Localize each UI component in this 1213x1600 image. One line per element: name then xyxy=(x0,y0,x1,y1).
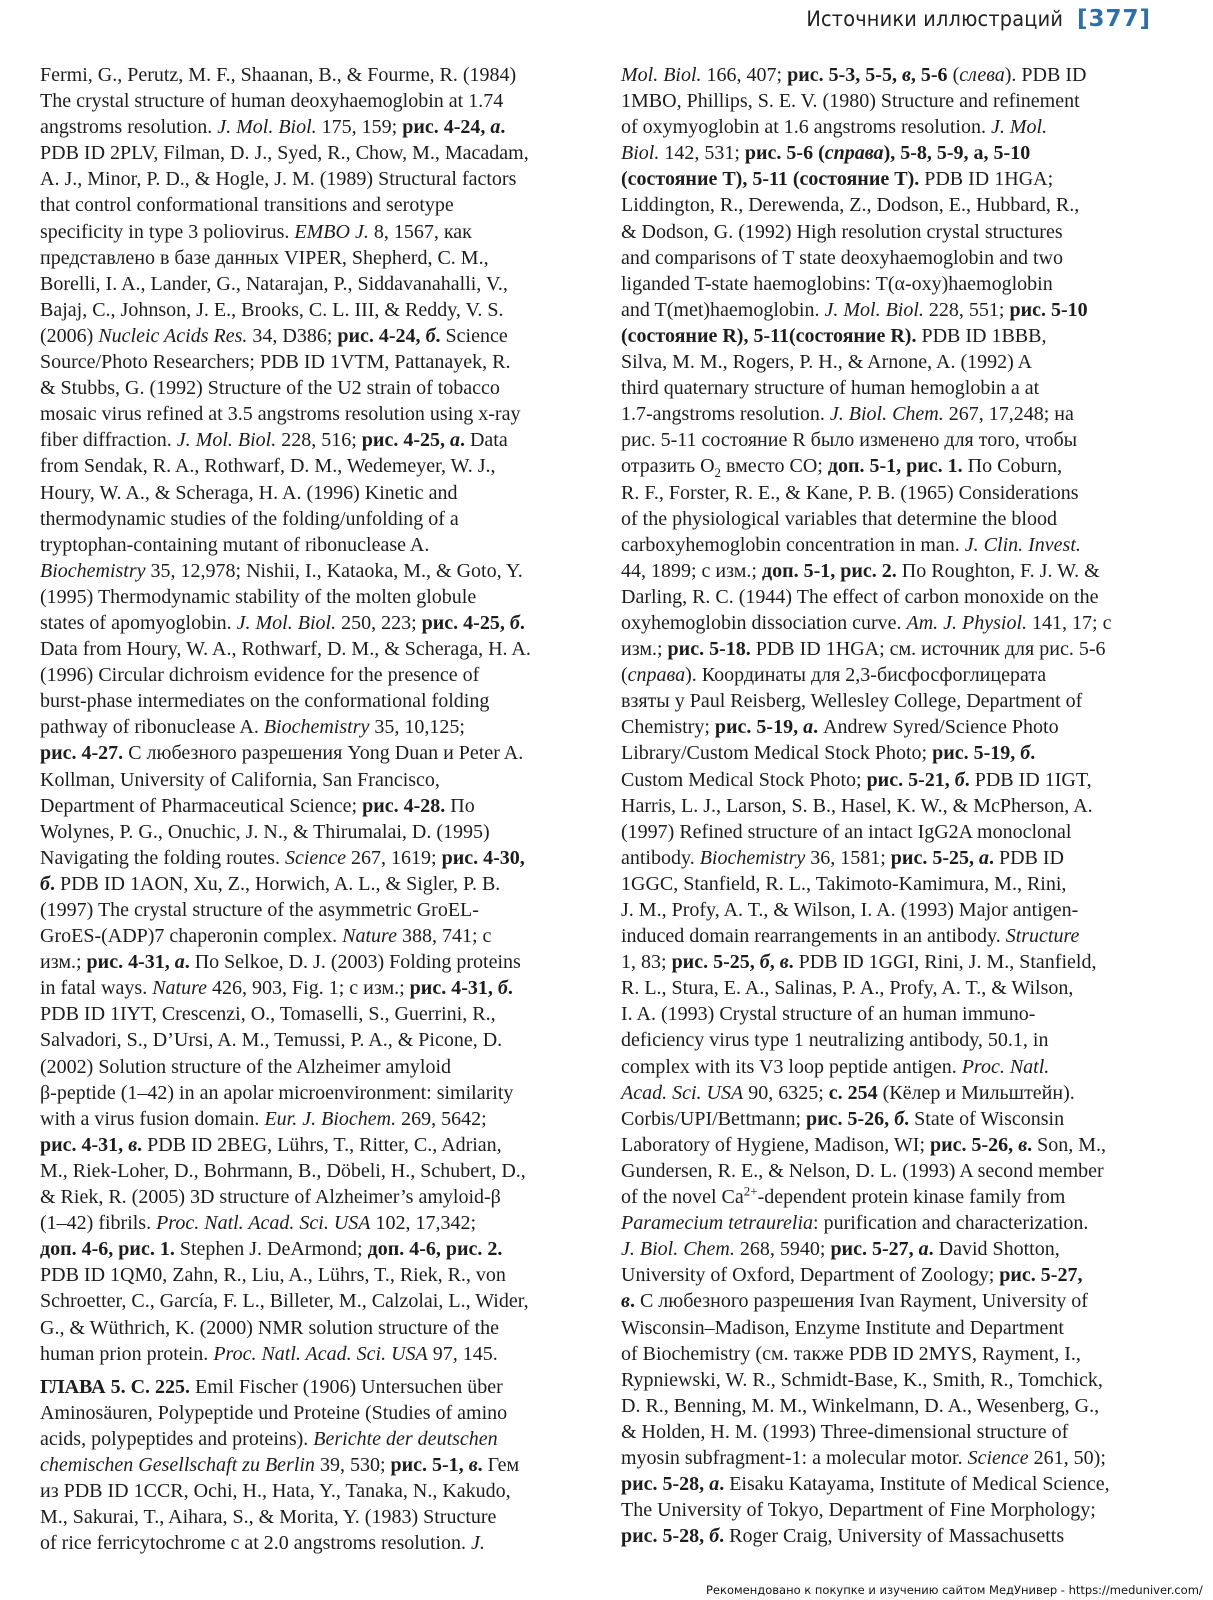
text-line: tryptophan-containing mutant of ribonuclease A. xyxy=(40,533,430,556)
text-line: M., Sakurai, T., Aihara, S., & Morita, Y. (1983) Structure xyxy=(40,1506,497,1529)
text-line: R. L., Stura, E. A., Salinas, P. A., Profy, A. T., & Wilson, xyxy=(621,977,1074,1000)
text-line: (2002) Solution structure of the Alzheimer amyloid xyxy=(40,1055,452,1078)
text-line: R. F., Forster, R. E., & Kane, P. B. (1965) Considerations xyxy=(621,481,1079,504)
text-line: University of Oxford, Department of Zoology; рис. 5-27, xyxy=(621,1264,1083,1287)
text-line: 1.7-angstroms resolution. J. Biol. Chem. 267, 17,248; на xyxy=(621,403,1074,426)
text-line: Department of Pharmaceutical Science; рис. 4-28. По xyxy=(40,794,475,817)
text-line: рис. 4-31, в. PDB ID 2BEG, Lührs, T., Ritter, C., Adrian, xyxy=(40,1133,502,1156)
text-line: of the physiological variables that determine the blood xyxy=(621,507,1057,530)
text-line: pathway of ribonuclease A. Biochemistry 35, 10,125; xyxy=(40,716,465,739)
text-line: Paramecium tetraurelia: purification and characterization. xyxy=(621,1212,1089,1235)
text-line: I. A. (1993) Crystal structure of an human immuno- xyxy=(621,1003,1036,1026)
text-line: complex with its V3 loop peptide antigen. Proc. Natl. xyxy=(621,1055,1050,1078)
text-line: states of apomyoglobin. J. Mol. Biol. 250, 223; рис. 4-25, б. xyxy=(40,611,525,634)
text-line: из PDB ID 1CCR, Ochi, H., Hata, Y., Tanaka, N., Kakudo, xyxy=(40,1480,511,1503)
text-line: from Sendak, R. A., Rothwarf, D. M., Wedemeyer, W. J., xyxy=(40,455,496,478)
text-line: GroES-(ADP)7 chaperonin complex. Nature 388, 741; с xyxy=(40,925,492,948)
text-line: chemischen Gesellschaft zu Berlin 39, 530; рис. 5-1, в. Гем xyxy=(40,1453,520,1476)
text-line: burst-phase intermediates on the conformational folding xyxy=(40,690,490,713)
text-line: of rice ferricytochrome c at 2.0 angstroms resolution. J. xyxy=(40,1532,485,1555)
text-line: liganded T-state haemoglobins: T(α-oxy)haemoglobin xyxy=(621,272,1053,295)
text-line: Fermi, G., Perutz, M. F., Shaanan, B., & Fourme, R. (1984) xyxy=(40,64,517,86)
text-line: of Biochemistry (см. также PDB ID 2MYS, Rayment, I., xyxy=(621,1342,1081,1365)
text-line: PDB ID 2PLV, Filman, D. J., Syed, R., Chow, M., Macadam, xyxy=(40,142,529,165)
text-line: (1997) The crystal structure of the asymmetric GroEL- xyxy=(40,899,479,921)
text-line: antibody. Biochemistry 36, 1581; рис. 5-25, а. PDB ID xyxy=(621,846,1064,869)
text-line: J. M., Profy, A. T., & Wilson, I. A. (1993) Major antigen- xyxy=(621,899,1079,921)
text-line: 1, 83; рис. 5-25, б, в. PDB ID 1GGI, Rini, J. M., Stanfield, xyxy=(621,951,1097,974)
text-line: G., & Wüthrich, K. (2000) NMR solution structure of the xyxy=(40,1316,500,1339)
text-line: рис. 5-28, б. Roger Craig, University of Massachusetts xyxy=(621,1525,1065,1548)
text-line: Data from Houry, W. A., Rothwarf, D. M., & Scheraga, H. A. xyxy=(40,638,531,661)
text-line: D. R., Benning, M. M., Winkelmann, D. A., Wesenberg, G., xyxy=(621,1394,1100,1417)
text-line: human prion protein. Proc. Natl. Acad. Sci. USA 97, 145. xyxy=(40,1342,498,1365)
text-line: Bajaj, C., Johnson, J. E., Brooks, C. L. III, & Reddy, V. S. xyxy=(40,298,504,321)
text-line: Borelli, I. A., Lander, G., Natarajan, P., Siddavanahalli, V., xyxy=(40,272,508,295)
text-line: рис. 4-27. С любезного разрешения Yong Duan и Peter A. xyxy=(40,742,524,765)
text-line: thermodynamic studies of the folding/unfolding of a xyxy=(40,507,459,530)
section-title: Источники иллюстраций xyxy=(806,7,1063,31)
text-line: of oxymyoglobin at 1.6 angstroms resolution. J. Mol. xyxy=(621,116,1048,139)
text-line: PDB ID 1IYT, Crescenzi, O., Tomaselli, S., Guerrini, R., xyxy=(40,1003,496,1026)
text-line: Custom Medical Stock Photo; рис. 5-21, б. PDB ID 1IGT, xyxy=(621,768,1092,791)
text-line: в. С любезного разрешения Ivan Rayment, University of xyxy=(621,1290,1088,1313)
text-line: Kollman, University of California, San Francisco, xyxy=(40,768,440,791)
text-line: Corbis/UPI/Bettmann; рис. 5-26, б. State of Wisconsin xyxy=(621,1107,1065,1130)
text-line: & Dodson, G. (1992) High resolution crystal structures xyxy=(621,220,1063,243)
text-line: Darling, R. C. (1944) The effect of carbon monoxide on the xyxy=(621,585,1099,608)
text-line: PDB ID 1QM0, Zahn, R., Liu, A., Lührs, T., Riek, R., von xyxy=(40,1264,506,1287)
text-line: ГЛАВА 5. С. 225. Emil Fischer (1906) Untersuchen über xyxy=(40,1375,503,1398)
text-line: specificity in type 3 poliovirus. EMBO J. 8, 1567, как xyxy=(40,220,472,243)
text-line: Harris, L. J., Larson, S. B., Hasel, K. W., & McPherson, A. xyxy=(621,794,1093,817)
text-line: The University of Tokyo, Department of Fine Morphology; xyxy=(621,1499,1096,1522)
text-line: Schroetter, C., García, F. L., Billeter, M., Calzolai, L., Wider, xyxy=(40,1290,529,1313)
text-line: deficiency virus type 1 neutralizing antibody, 50.1, in xyxy=(621,1029,1049,1052)
text-line: (1996) Circular dichroism evidence for the presence of xyxy=(40,664,480,687)
text-line: (состояние T), 5-11 (состояние T). PDB ID 1HGA; xyxy=(621,168,1054,191)
credits-chapter-5 xyxy=(40,1374,575,1557)
text-line: (1995) Thermodynamic stability of the molten globule xyxy=(40,585,477,608)
text-line: Source/Photo Researchers; PDB ID 1VTM, Pattanayek, R. xyxy=(40,351,511,374)
page-number: [377] xyxy=(1076,6,1151,32)
text-line: изм.; рис. 5-18. PDB ID 1HGA; см. источник для рис. 5-6 xyxy=(621,638,1106,661)
text-line: Rypniewski, W. R., Schmidt-Base, K., Smith, R., Tomchick, xyxy=(621,1368,1103,1391)
text-line: & Stubbs, G. (1992) Structure of the U2 strain of tobacco xyxy=(40,377,500,400)
text-line: Biochemistry 35, 12,978; Nishii, I., Kataoka, M., & Goto, Y. xyxy=(40,559,523,582)
text-line: & Riek, R. (2005) 3D structure of Alzheimer’s amyloid-β xyxy=(40,1186,501,1209)
text-line: Liddington, R., Derewenda, Z., Dodson, E., Hubbard, R., xyxy=(621,194,1080,217)
credits-chapter-4 xyxy=(40,62,575,1367)
text-line: J. Biol. Chem. 268, 5940; рис. 5-27, а. David Shotton, xyxy=(621,1238,1060,1261)
text-line: Mol. Biol. 166, 407; рис. 5-3, 5-5, в, 5-6 (слева). PDB ID xyxy=(621,64,1087,86)
text-line: induced domain rearrangements in an antibody. Structure xyxy=(621,925,1080,948)
text-line: (справа). Координаты для 2,3-бисфосфоглицерата xyxy=(621,664,1047,687)
text-line: Biol. 142, 531; рис. 5-6 (справа), 5-8, 5-9, а, 5-10 xyxy=(621,142,1031,165)
text-line: third quaternary structure of human hemoglobin a at xyxy=(621,377,1040,400)
text-line: доп. 4-6, рис. 1. Stephen J. DeArmond; доп. 4-6, рис. 2. xyxy=(40,1238,503,1261)
credits-chapter-5-continued xyxy=(621,62,1161,1549)
text-line: Acad. Sci. USA 90, 6325; с. 254 (Кёлер и Мильштейн). xyxy=(621,1081,1075,1104)
text-line: with a virus fusion domain. Eur. J. Biochem. 269, 5642; xyxy=(40,1107,487,1130)
text-line: Chemistry; рис. 5-19, а. Andrew Syred/Science Photo xyxy=(621,716,1059,739)
left-column xyxy=(40,62,575,1556)
running-header xyxy=(784,4,1151,34)
text-line: The crystal structure of human deoxyhaemoglobin at 1.74 xyxy=(40,90,504,113)
text-line: рис. 5-11 состояние R было изменено для того, чтобы xyxy=(621,429,1078,452)
text-line: Silva, M. M., Rogers, P. H., & Arnone, A. (1992) A xyxy=(621,351,1033,374)
text-line: and comparisons of T state deoxyhaemoglobin and two xyxy=(621,246,1063,269)
text-line: представлено в базе данных VIPER, Shepherd, C. M., xyxy=(40,246,489,269)
text-line: of the novel $Ca^{2+}$-dependent protein kinase family from xyxy=(621,1183,1066,1209)
text-line: Houry, W. A., & Scheraga, H. A. (1996) Kinetic and xyxy=(40,481,458,504)
text-line: β-peptide (1–42) in an apolar microenvironment: similarity xyxy=(40,1081,514,1104)
text-line: (1997) Refined structure of an intact IgG2A monoclonal xyxy=(621,820,1072,843)
text-line: Salvadori, S., D’Ursi, A. M., Temussi, P. A., & Picone, D. xyxy=(40,1029,503,1052)
watermark-footer: Рекомендовано к покупке и изучению сайтом МедУнивер - https://meduniver.com/ xyxy=(706,1583,1203,1597)
text-line: oxyhemoglobin dissociation curve. Am. J. Physiol. 141, 17; с xyxy=(621,611,1112,634)
text-line: изм.; рис. 4-31, а. По Selkoe, D. J. (2003) Folding proteins xyxy=(40,951,521,974)
text-line: 1GGC, Stanfield, R. L., Takimoto-Kamimura, M., Rini, xyxy=(621,872,1067,895)
text-line: and T(met)haemoglobin. J. Mol. Biol. 228, 551; рис. 5-10 xyxy=(621,298,1088,321)
text-line: Navigating the folding routes. Science 267, 1619; рис. 4-30, xyxy=(40,846,525,869)
text-line: рис. 5-28, а. Eisaku Katayama, Institute of Medical Science, xyxy=(621,1473,1110,1496)
text-line: carboxyhemoglobin concentration in man. J. Clin. Invest. xyxy=(621,533,1081,556)
text-line: fiber diffraction. J. Mol. Biol. 228, 516; рис. 4-25, а. Data xyxy=(40,429,508,452)
text-line: that control conformational transitions and serotype xyxy=(40,194,454,217)
text-line: Gundersen, R. E., & Nelson, D. L. (1993) A second member xyxy=(621,1159,1104,1182)
text-line: Wolynes, P. G., Onuchic, J. N., & Thirumalai, D. (1995) xyxy=(40,820,490,843)
text-line: in fatal ways. Nature 426, 903, Fig. 1; с изм.; рис. 4-31, б. xyxy=(40,977,513,1000)
text-line: M., Riek-Loher, D., Bohrmann, B., Döbeli, H., Schubert, D., xyxy=(40,1159,526,1182)
right-column xyxy=(621,62,1161,1549)
text-line: angstroms resolution. J. Mol. Biol. 175, 159; рис. 4-24, а. xyxy=(40,116,506,139)
text-line: acids, polypeptides and proteins). Berichte der deutschen xyxy=(40,1427,498,1450)
text-line: Wisconsin–Madison, Enzyme Institute and Department xyxy=(621,1316,1064,1339)
text-line: A. J., Minor, P. D., & Hogle, J. M. (1989) Structural factors xyxy=(40,168,517,191)
text-line: Laboratory of Hygiene, Madison, WI; рис. 5-26, в. Son, M., xyxy=(621,1133,1107,1156)
text-line: отразить $O_2$ вместо CO; доп. 5-1, рис. 1. По Coburn, xyxy=(621,455,1063,481)
text-line: mosaic virus refined at 3.5 angstroms resolution using x-ray xyxy=(40,403,521,426)
text-line: 44, 1899; с изм.; доп. 5-1, рис. 2. По Roughton, F. J. W. & xyxy=(621,559,1100,582)
text-line: взяты у Paul Reisberg, Wellesley College, Department of xyxy=(621,690,1083,713)
text-line: Aminosäuren, Polypeptide und Proteine (Studies of amino xyxy=(40,1401,508,1424)
text-line: б. PDB ID 1AON, Xu, Z., Horwich, A. L., & Sigler, P. B. xyxy=(40,872,501,895)
text-line: & Holden, H. M. (1993) Three-dimensional structure of xyxy=(621,1420,1069,1443)
text-line: (состояние R), 5-11(состояние R). PDB ID 1BBB, xyxy=(621,324,1047,347)
text-line: 1MBO, Phillips, S. E. V. (1980) Structure and refinement xyxy=(621,90,1080,113)
text-line: (2006) Nucleic Acids Res. 34, D386; рис. 4-24, б. Science xyxy=(40,324,508,347)
text-line: myosin subfragment-1: a molecular motor. Science 261, 50); xyxy=(621,1446,1106,1469)
text-line: (1–42) fibrils. Proc. Natl. Acad. Sci. USA 102, 17,342; xyxy=(40,1212,477,1235)
text-line: Library/Custom Medical Stock Photo; рис. 5-19, б. xyxy=(621,742,1036,765)
